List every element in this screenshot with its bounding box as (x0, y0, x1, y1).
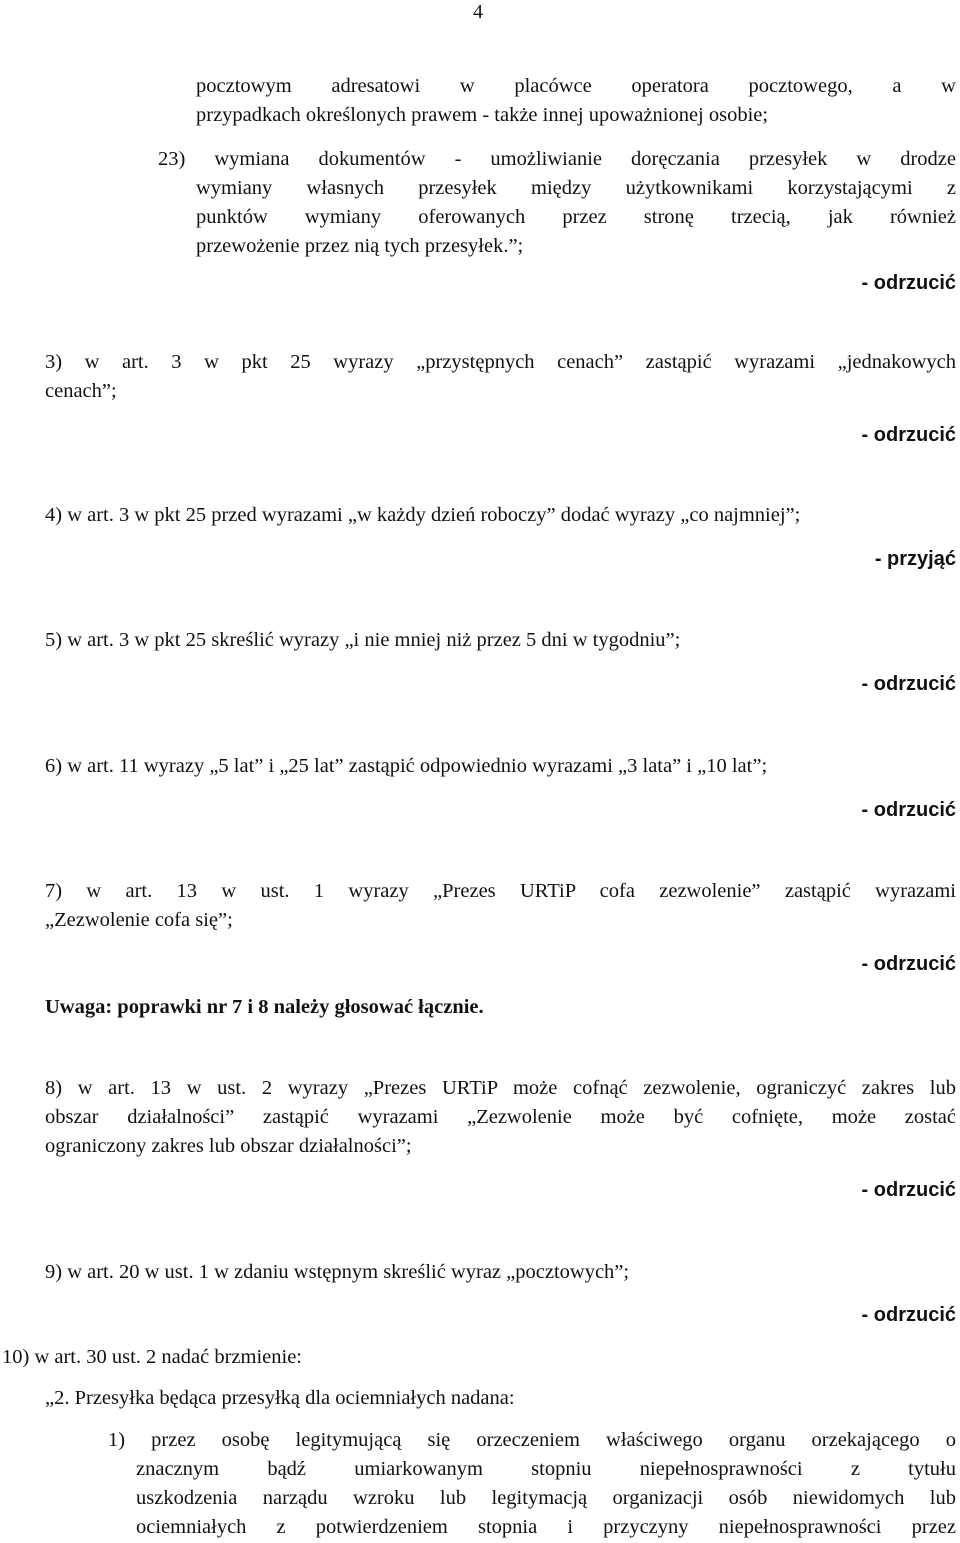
text-line: 1) przez osobę legitymującą się orzeczeniem właściwego organu orzekającego o (108, 1429, 956, 1451)
text-line: przypadkach określonych prawem - także innej upoważnionej osobie; (196, 104, 769, 126)
text-line: ociemniałych z potwierdzeniem stopnia i przyczyny niepełnosprawności przez (136, 1516, 956, 1538)
text-line: punktów wymiany oferowanych przez stronę trzecią, jak również (196, 206, 956, 228)
text-line: 10) w art. 30 ust. 2 nadać brzmienie: (2, 1346, 303, 1368)
amendment-3 (45, 348, 956, 406)
verdict-label: - odrzucić (861, 424, 956, 446)
amendment-4 (45, 501, 956, 530)
amendment-7 (45, 877, 956, 935)
text-line: 8) w art. 13 w ust. 2 wyrazy „Prezes URTiP może cofnąć zezwolenie, ograniczyć zakres lub (45, 1077, 956, 1099)
text-line: 5) w art. 3 w pkt 25 skreślić wyrazy „i nie mniej niż przez 5 dni w tygodniu”; (45, 629, 681, 651)
text-line: „2. Przesyłka będąca przesyłką dla ociemniałych nadana: (45, 1387, 515, 1409)
text-line: wymiany własnych przesyłek między użytkownikami korzystającymi z (196, 177, 956, 199)
verdict-label: - odrzucić (861, 799, 956, 821)
amendment-10 (2, 1343, 956, 1372)
text-line: 6) w art. 11 wyrazy „5 lat” i „25 lat” zastąpić odpowiednio wyrazami „3 lata” i „10 lat”; (45, 755, 768, 777)
text-line: cenach”; (45, 380, 117, 402)
verdict-label: - odrzucić (861, 1304, 956, 1326)
page-number: 4 (473, 1, 483, 23)
verdict-label: - odrzucić (861, 953, 956, 975)
voting-note: Uwaga: poprawki nr 7 i 8 należy głosować łącznie. (45, 996, 484, 1018)
amendment-5 (45, 626, 956, 655)
text-line: 4) w art. 3 w pkt 25 przed wyrazami „w każdy dzień roboczy” dodać wyrazy „co najmniej”; (45, 504, 801, 526)
text-line: „Zezwolenie cofa się”; (45, 909, 233, 931)
amendment-8 (45, 1074, 956, 1161)
text-line: przewożenie przez nią tych przesyłek.”; (196, 235, 524, 257)
text-line: pocztowym adresatowi w placówce operatora pocztowego, a w (196, 75, 956, 97)
text-line: 23) wymiana dokumentów - umożliwianie doręczania przesyłek w drodze (158, 148, 956, 170)
list-item-continuation (196, 72, 956, 130)
verdict-label: - przyjąć (874, 548, 956, 570)
quoted-provision-point-1 (108, 1426, 956, 1542)
verdict-label: - odrzucić (861, 673, 956, 695)
text-line: 7) w art. 13 w ust. 1 wyrazy „Prezes URTiP cofa zezwolenie” zastąpić wyrazami (45, 880, 956, 902)
amendment-9 (45, 1258, 956, 1287)
text-line: ograniczony zakres lub obszar działalności”; (45, 1135, 412, 1157)
amendment-6 (45, 752, 956, 781)
verdict-label: - odrzucić (861, 272, 956, 294)
text-line: znacznym bądź umiarkowanym stopniu niepełnosprawności z tytułu (136, 1458, 956, 1480)
list-item-23 (158, 145, 956, 261)
text-line: 9) w art. 20 w ust. 1 w zdaniu wstępnym skreślić wyraz „pocztowych”; (45, 1261, 630, 1283)
text-line: 3) w art. 3 w pkt 25 wyrazy „przystępnych cenach” zastąpić wyrazami „jednakowych (45, 351, 956, 373)
text-line: obszar działalności” zastąpić wyrazami „Zezwolenie może być cofnięte, może zostać (45, 1106, 956, 1128)
verdict-label: - odrzucić (861, 1179, 956, 1201)
text-line: uszkodzenia narządu wzroku lub legitymacją organizacji osób niewidomych lub (136, 1487, 956, 1509)
quoted-provision (45, 1384, 956, 1413)
